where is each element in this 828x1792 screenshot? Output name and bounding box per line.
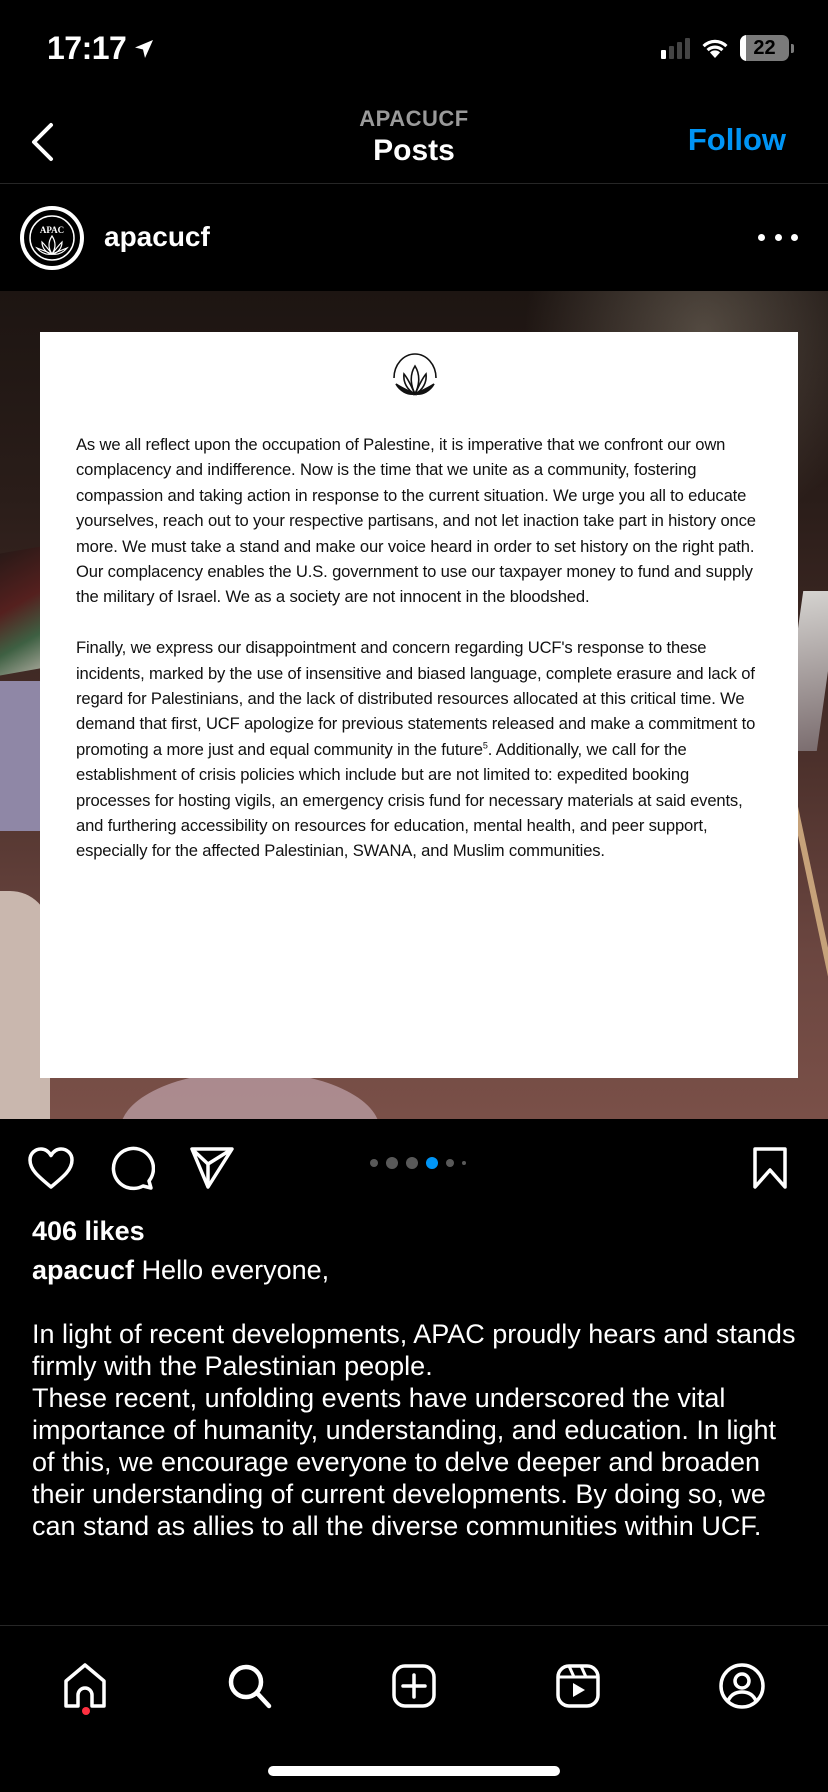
heart-icon (27, 1146, 75, 1190)
statement-text (76, 432, 766, 864)
page-title: Posts (373, 134, 455, 167)
caption-first-line: apacucf Hello everyone, (32, 1255, 330, 1285)
battery-tip (791, 44, 794, 53)
status-bar (0, 0, 828, 100)
cellular-signal-icon (661, 37, 690, 59)
lotus-logo-icon (388, 348, 442, 402)
tab-create[interactable] (379, 1651, 449, 1721)
status-indicators (661, 35, 794, 61)
save-button[interactable] (745, 1143, 795, 1193)
share-button[interactable] (187, 1143, 237, 1193)
home-indicator[interactable] (268, 1766, 560, 1776)
avatar[interactable] (20, 206, 84, 270)
likes-count[interactable]: 406 likes (32, 1216, 145, 1246)
account-label: APACUCF (359, 106, 469, 131)
search-icon (227, 1663, 273, 1709)
background-photo-sign (0, 681, 42, 831)
bookmark-icon (752, 1146, 788, 1190)
comment-button[interactable] (107, 1143, 157, 1193)
reels-icon (555, 1663, 601, 1709)
caption-username[interactable]: apacucf (32, 1255, 135, 1285)
carousel-dot (370, 1159, 378, 1167)
like-button[interactable] (26, 1143, 76, 1193)
wifi-icon (700, 37, 730, 59)
home-icon (62, 1663, 108, 1709)
tab-profile[interactable] (707, 1651, 777, 1721)
statement-paragraph-1: As we all reflect upon the occupation of Palestine, it is imperative that we confront our own complacency and indifference. Now is the time that we unite as a community, fostering compassion and taking action in response to the current situation. We urge you all to educate yourselves, reach out to your respective partisans, and not let inaction take part in history once more. We must take a stand and make our voice heard in order to set history on the right path. Our complacency enables the U.S. government to use our taxpayer money to fund and supply the military of Israel. We as a society are not innocent in the bloodshed. (76, 435, 756, 607)
carousel-dot (406, 1157, 418, 1169)
home-notification-dot (82, 1707, 90, 1715)
follow-button[interactable]: Follow (687, 122, 786, 157)
statement-document (40, 332, 798, 1078)
footnote-marker: 5 (482, 740, 488, 751)
location-arrow-icon (132, 37, 156, 61)
svg-text:APAC: APAC (39, 225, 65, 235)
tab-search[interactable] (215, 1651, 285, 1721)
caption-paragraph-1: In light of recent developments, APAC proudly hears and stands firmly with the Palestinian people. (32, 1319, 796, 1381)
tab-reels[interactable] (543, 1651, 613, 1721)
more-horizontal-icon (758, 234, 765, 241)
apac-lotus-logo (24, 210, 80, 266)
carousel-dot (446, 1159, 454, 1167)
background-photo-figure (120, 1071, 380, 1119)
battery-icon (740, 35, 789, 61)
status-time (47, 30, 156, 67)
battery-level: 22 (753, 36, 776, 59)
caption-paragraph-2: These recent, unfolding events have underscored the vital importance of humanity, understanding, and education. In light of this, we encourage everyone to delve deeper and broaden their understanding of current developments. By doing so, we can stand as allies to all the diverse communities within UCF. (32, 1383, 776, 1541)
post-image[interactable] (0, 291, 828, 1119)
profile-icon (718, 1662, 766, 1710)
avatar-logo-icon (28, 214, 76, 262)
statement-paragraph-2: Finally, we express our disappointment and concern regarding UCF's response to these incidents, marked by the use of insensitive and biased language, complete erasure and lack of regard for Palestinians, and the lack of distributed resources allocated at this critical time. We demand that first, UCF apologize for previous statements released and make a commitment to promoting a more just and equal community in the future$^5$. Additionally, we call for the establishment of crisis policies which include but are not limited to: expedited booking processes for hosting vigils, an emergency crisis fund for necessary materials at said events, and furthering accessibility on resources for education, mental health, and peer support, especially for the affected Palestinian, SWANA, and Muslim communities. (76, 638, 756, 861)
post-username[interactable]: apacucf (104, 221, 210, 252)
paper-plane-icon (189, 1146, 235, 1190)
carousel-dot (386, 1157, 398, 1169)
plus-square-icon (391, 1663, 437, 1709)
comment-icon (109, 1145, 155, 1191)
caption-spacer (32, 1286, 802, 1318)
more-options-button[interactable] (758, 225, 798, 249)
clock-text: 17:17 (47, 30, 127, 66)
post-caption (32, 1254, 802, 1542)
carousel-dot (462, 1161, 466, 1165)
nav-header (0, 100, 828, 184)
post-action-bar (0, 1119, 828, 1215)
post-header (0, 185, 828, 291)
carousel-dot-active (426, 1157, 438, 1169)
carousel-indicator (370, 1157, 466, 1169)
